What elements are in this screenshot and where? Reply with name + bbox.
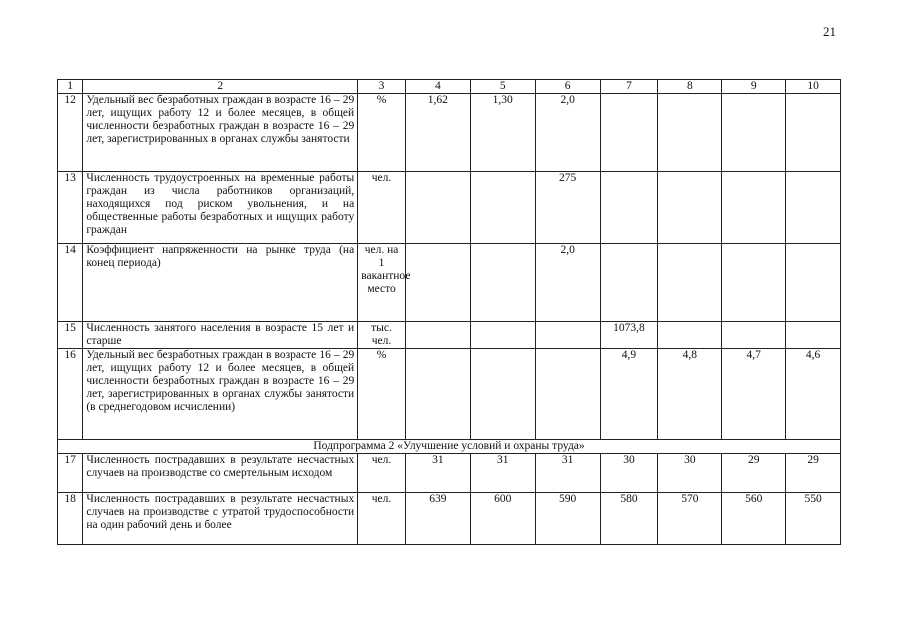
value-cell bbox=[722, 94, 786, 172]
value-cell: 590 bbox=[535, 493, 600, 545]
value-cell: 580 bbox=[600, 493, 658, 545]
unit-cell: % bbox=[358, 349, 406, 440]
value-cell: 600 bbox=[470, 493, 535, 545]
value-cell: 31 bbox=[405, 454, 470, 493]
value-cell bbox=[786, 244, 841, 322]
value-cell bbox=[786, 322, 841, 349]
value-cell: 570 bbox=[658, 493, 722, 545]
section-row bbox=[58, 440, 841, 454]
value-cell bbox=[405, 172, 470, 244]
section-title: Подпрограмма 2 «Улучшение условий и охраны труда» bbox=[58, 440, 841, 454]
indicator-name: Коэффициент напряженности на рынке труда (на конец периода) bbox=[83, 244, 358, 322]
row-number: 15 bbox=[58, 322, 83, 349]
unit-cell: чел. bbox=[358, 172, 406, 244]
value-cell: 30 bbox=[658, 454, 722, 493]
value-cell bbox=[405, 322, 470, 349]
value-cell bbox=[722, 322, 786, 349]
indicator-rows-a bbox=[58, 94, 841, 440]
table-row bbox=[58, 172, 841, 244]
value-cell: 31 bbox=[470, 454, 535, 493]
value-cell bbox=[405, 244, 470, 322]
unit-cell: % bbox=[358, 94, 406, 172]
column-number: 6 bbox=[535, 80, 600, 94]
value-cell: 2,0 bbox=[535, 94, 600, 172]
value-cell: 30 bbox=[600, 454, 658, 493]
page-number: 21 bbox=[823, 24, 836, 39]
table-row bbox=[58, 322, 841, 349]
indicator-name: Численность трудоустроенных на временные работы граждан из числа работников организаций, находящихся под риском увольнения, и на общественные работы безработных и ищущих работу граждан bbox=[83, 172, 358, 244]
value-cell bbox=[786, 94, 841, 172]
column-number: 3 bbox=[358, 80, 406, 94]
indicator-name: Численность пострадавших в результате несчастных случаев на производстве со смертельным исходом bbox=[83, 454, 358, 493]
value-cell: 275 bbox=[535, 172, 600, 244]
value-cell bbox=[405, 349, 470, 440]
unit-cell: чел. bbox=[358, 454, 406, 493]
value-cell bbox=[535, 322, 600, 349]
value-cell: 550 bbox=[786, 493, 841, 545]
value-cell: 2,0 bbox=[535, 244, 600, 322]
value-cell: 1073,8 bbox=[600, 322, 658, 349]
value-cell bbox=[600, 244, 658, 322]
value-cell: 31 bbox=[535, 454, 600, 493]
unit-cell: чел. bbox=[358, 493, 406, 545]
column-number: 9 bbox=[722, 80, 786, 94]
indicator-name: Численность занятого населения в возрасте 15 лет и старше bbox=[83, 322, 358, 349]
row-number: 12 bbox=[58, 94, 83, 172]
table-row bbox=[58, 244, 841, 322]
column-number: 7 bbox=[600, 80, 658, 94]
value-cell: 1,30 bbox=[470, 94, 535, 172]
column-number: 10 bbox=[786, 80, 841, 94]
value-cell bbox=[658, 244, 722, 322]
value-cell: 4,6 bbox=[786, 349, 841, 440]
row-number: 13 bbox=[58, 172, 83, 244]
column-number: 4 bbox=[405, 80, 470, 94]
value-cell: 4,8 bbox=[658, 349, 722, 440]
column-number: 2 bbox=[83, 80, 358, 94]
row-number: 16 bbox=[58, 349, 83, 440]
value-cell: 29 bbox=[722, 454, 786, 493]
unit-cell: тыс. чел. bbox=[358, 322, 406, 349]
table-row bbox=[58, 94, 841, 172]
table-row bbox=[58, 349, 841, 440]
value-cell: 4,7 bbox=[722, 349, 786, 440]
indicator-name: Удельный вес безработных граждан в возрасте 16 – 29 лет, ищущих работу 12 и более месяцев, в общей численности безработных граждан в возрасте 16 – 29 лет, зарегистрированных в органах службы занятости (в среднегодовом исчислении) bbox=[83, 349, 358, 440]
value-cell bbox=[535, 349, 600, 440]
table-row bbox=[58, 454, 841, 493]
value-cell bbox=[658, 172, 722, 244]
row-number: 17 bbox=[58, 454, 83, 493]
row-number: 18 bbox=[58, 493, 83, 545]
value-cell: 4,9 bbox=[600, 349, 658, 440]
indicator-rows-b bbox=[58, 454, 841, 545]
value-cell bbox=[658, 322, 722, 349]
column-number-row bbox=[58, 80, 841, 94]
value-cell bbox=[470, 244, 535, 322]
indicators-table bbox=[57, 79, 841, 545]
column-number: 1 bbox=[58, 80, 83, 94]
value-cell bbox=[722, 172, 786, 244]
value-cell: 29 bbox=[786, 454, 841, 493]
value-cell bbox=[658, 94, 722, 172]
value-cell bbox=[600, 172, 658, 244]
value-cell bbox=[470, 322, 535, 349]
value-cell: 560 bbox=[722, 493, 786, 545]
value-cell bbox=[470, 172, 535, 244]
value-cell bbox=[470, 349, 535, 440]
row-number: 14 bbox=[58, 244, 83, 322]
indicator-name: Удельный вес безработных граждан в возрасте 16 – 29 лет, ищущих работу 12 и более месяцев, в общей численности безработных граждан в возрасте 16 – 29 лет, зарегистрированных в органах службы занятости bbox=[83, 94, 358, 172]
value-cell bbox=[722, 244, 786, 322]
table-row bbox=[58, 493, 841, 545]
value-cell: 1,62 bbox=[405, 94, 470, 172]
unit-cell: чел. на 1 вакантное место bbox=[358, 244, 406, 322]
value-cell bbox=[600, 94, 658, 172]
indicator-name: Численность пострадавших в результате несчастных случаев на производстве с утратой трудоспособности на один рабочий день и более bbox=[83, 493, 358, 545]
value-cell: 639 bbox=[405, 493, 470, 545]
value-cell bbox=[786, 172, 841, 244]
column-number: 5 bbox=[470, 80, 535, 94]
column-number: 8 bbox=[658, 80, 722, 94]
